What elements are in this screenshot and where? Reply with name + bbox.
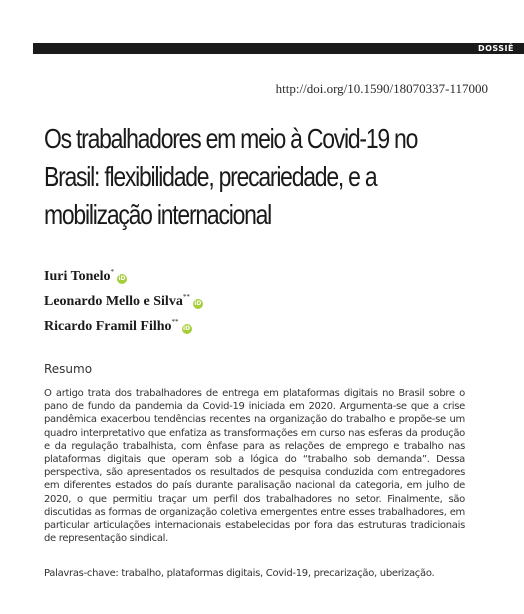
author-1 [44, 262, 203, 287]
author-footnote-mark: ** [182, 293, 190, 301]
author-2 [44, 287, 203, 312]
author-list [44, 262, 203, 337]
section-label: DOSSIÊ [477, 44, 514, 53]
keywords: Palavras-chave: trabalho, plataformas digitais, Covid-19, precarização, uberização. [44, 568, 435, 579]
article-title: Os trabalhadores em meio à Covid-19 no Brasil: flexibilidade, precariedade, e a mobilização internacional [44, 123, 418, 230]
section-header-bar [33, 43, 524, 54]
abstract-body: O artigo trata dos trabalhadores de entrega em plataformas digitais no Brasil sobre o pano de fundo da pandemia da Covid-19 iniciada em 2020. Argumenta-se que a crise pandêmica exacerbou tendências recentes na organização do trabalho e propõe-se um quadro interpretativo que enfatiza as transformações em curso nas esferas da produção e da regulação trabalhista, com ênfase para as relações de emprego e trabalho nas plataformas digitais que operam sob a lógica do “trabalho sob demanda”. Dessa perspectiva, são apresentados os resultados de pesquisa conduzida com entregadores em diferentes estados do país durante paralisação nacional da categoria, em julho de 2020, o que permitiu traçar um perfil dos trabalhadores no setor. Finalmente, são discutidas as formas de organização coletiva emergentes entre esses trabalhadores, em particular articulações internacionais estabelecidas por fora das estruturas tradicionais de representação sindical. [44, 388, 465, 545]
author-footnote-mark: * [110, 268, 115, 276]
orcid-icon[interactable]: iD [183, 325, 191, 332]
abstract-heading: Resumo [44, 362, 93, 376]
author-name: Leonardo Mello e Silva [44, 294, 183, 309]
author-footnote-mark: ** [171, 318, 179, 326]
orcid-icon[interactable]: iD [118, 275, 126, 282]
doi-link[interactable]: http://doi.org/10.1590/18070337-117000 [275, 81, 488, 96]
author-name: Ricardo Framil Filho [44, 319, 172, 334]
author-name: Iuri Tonelo [44, 269, 111, 284]
orcid-icon[interactable]: iD [194, 300, 202, 307]
author-3 [44, 312, 203, 337]
